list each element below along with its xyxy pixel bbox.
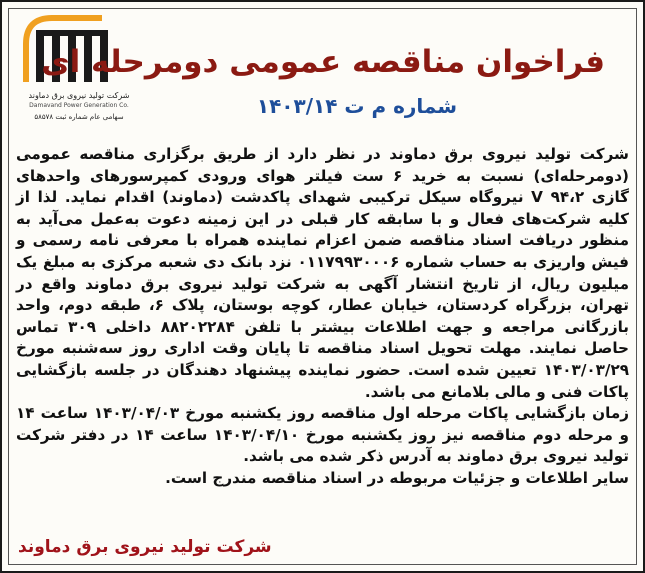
announcement-body <box>16 144 629 490</box>
logo-company-name: شرکت تولید نیروی برق دماوند <box>28 91 130 100</box>
company-signature: شرکت تولید نیروی برق دماوند <box>18 537 272 557</box>
header <box>10 10 635 130</box>
page-title: فراخوان مناقصه عمومی دومرحله ای <box>41 44 605 80</box>
paragraph-main: شرکت تولید نیروی برق دماوند در نظر دارد از طریق برگزاری مناقصه عمومی (دومرحله‌ای) نسبت به خرید ۶ ست فیلتر هوای ورودی کمپرسورهای واحدهای گازی ۹۴،۲ V نیروگاه سیکل ترکیبی شهدای پاکدشت (دماوند) اقدام نماید. لذا از کلیه شرکت‌های فعال و با سابقه کار قبلی در این زمینه دعوت به‌عمل می‌آید به منظور دریافت اسناد مناقصه ضمن اعزام نماینده همراه با معرفی نامه رسمی و فیش واریزی به حساب شماره ۰۱۱۷۹۹۳۰۰۰۶ نزد بانک دی شعبه مرکزی به مبلغ یک میلیون ریال، از تاریخ انتشار آگهی به شرکت تولید نیروی برق دماوند واقع در تهران، بزرگراه کردستان، خیابان عطار، کوچه بوستان، پلاک ۶، طبقه دوم، واحد بازرگانی مراجعه و جهت اطلاعات بیشتر با تلفن ۸۸۲۰۲۲۸۴ داخلی ۳۰۹ تماس حاصل نمایند. مهلت تحویل اسناد مناقصه تا پایان وقت اداری روز سه‌شنبه مورخ ۱۴۰۳/۰۳/۲۹ تعیین شده است. حضور نماینده پیشنهاد دهندگان در جلسه بازگشایی پاکات فنی و مالی بلامانع می باشد. <box>16 145 630 401</box>
paragraph-opening: زمان بازگشایی پاکات مرحله اول مناقصه روز یکشنبه مورخ ۱۴۰۳/۰۴/۰۳ ساعت ۱۴ و مرحله دوم مناقصه نیز روز یکشنبه مورخ ۱۴۰۳/۰۴/۱۰ ساعت ۱۴ در دفتر شرکت تولید نیروی برق دماوند به آدرس ذکر شده می باشد. <box>16 404 630 466</box>
tender-number: شماره م ت ۱۴۰۳/۱۴ <box>256 94 457 118</box>
paragraph-other-info: سایر اطلاعات و جزئیات مربوطه در اسناد مناقصه مندرج است. <box>165 468 629 487</box>
logo-registration: سهامی عام شماره ثبت ۵۸۵۷۸ <box>34 113 124 121</box>
logo-company-name-en: Damavand Power Generation Co. <box>29 102 129 109</box>
